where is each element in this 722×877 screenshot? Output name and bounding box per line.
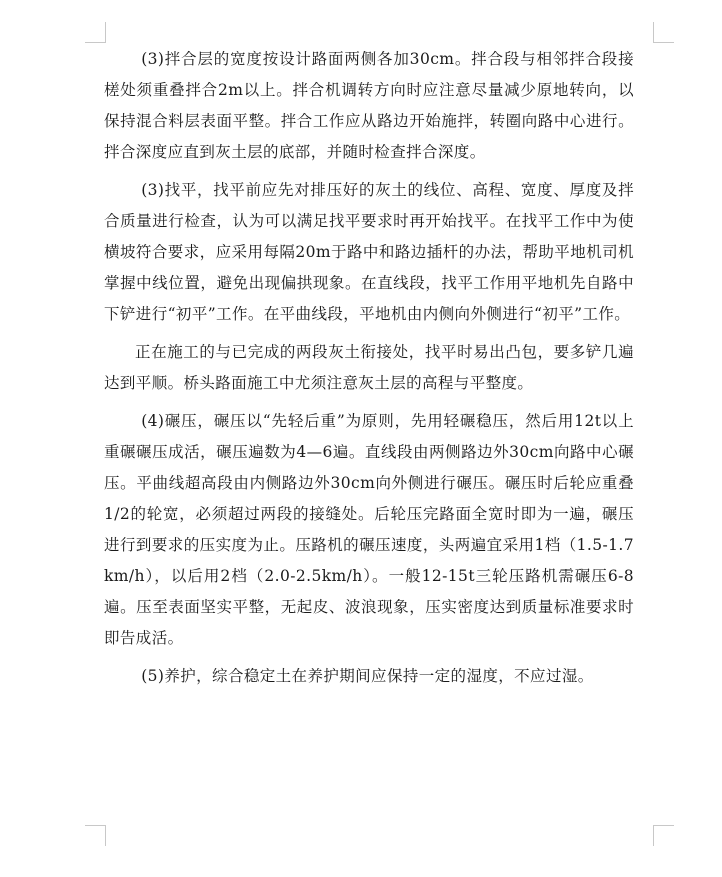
- paragraph-mixing-width: (3)拌合层的宽度按设计路面两侧各加30cm。拌合段与相邻拌合段接槎处须重叠拌合2m以上。拌合机调转方向时应注意尽量减少原地转向，以保持混合料层表面平整。拌合工作应从路边开始施拌，转圈向路中心进行。拌合深度应直到灰土层的底部，并随时检查拌合深度。: [104, 50, 634, 161]
- paragraph-compaction: (4)碾压，碾压以“先轻后重”为原则，先用轻碾稳压，然后用12t以上重碾碾压成活，碾压遍数为4—6遍。直线段由两侧路边外30cm向路中心碾压。平曲线超高段由内侧路边外30cm向外侧进行碾压。碾压时后轮应重叠1/2的轮宽，必须超过两段的接缝处。后轮压完路面全宽时即为一遍，碾压进行到要求的压实度为止。压路机的碾压速度，头两遍宜采用1档（1.5-1.7km/h），以后用2档（2.0-2.5km/h）。一般12-15t三轮压路机需碾压6-8遍。压至表面坚实平整，无起皮、波浪现象，压实密度达到质量标准要求时即告成活。: [104, 412, 634, 647]
- paragraph-joint-section: 正在施工的与已完成的两段灰土衔接处，找平时易出凸包，要多铲几遍达到平顺。桥头路面施工中尤须注意灰土层的高程与平整度。: [104, 343, 634, 392]
- crop-mark-top-right: [653, 22, 674, 43]
- crop-mark-bottom-left: [85, 825, 106, 846]
- crop-mark-top-left: [85, 22, 106, 43]
- paragraph-curing: (5)养护，综合稳定土在养护期间应保持一定的湿度，不应过湿。: [141, 667, 594, 685]
- crop-mark-bottom-right: [653, 825, 674, 846]
- paragraph-leveling: (3)找平，找平前应先对排压好的灰土的线位、高程、宽度、厚度及拌合质量进行检查，认为可以满足找平要求时再开始找平。在找平工作中为使横坡符合要求，应采用每隔20m于路中和路边插杆的办法，帮助平地机司机掌握中线位置，避免出现偏拱现象。在直线段，找平工作用平地机先自路中下铲进行“初平”工作。在平曲线段，平地机由内侧向外侧进行“初平”工作。: [104, 181, 634, 323]
- document-body[interactable]: [104, 44, 634, 692]
